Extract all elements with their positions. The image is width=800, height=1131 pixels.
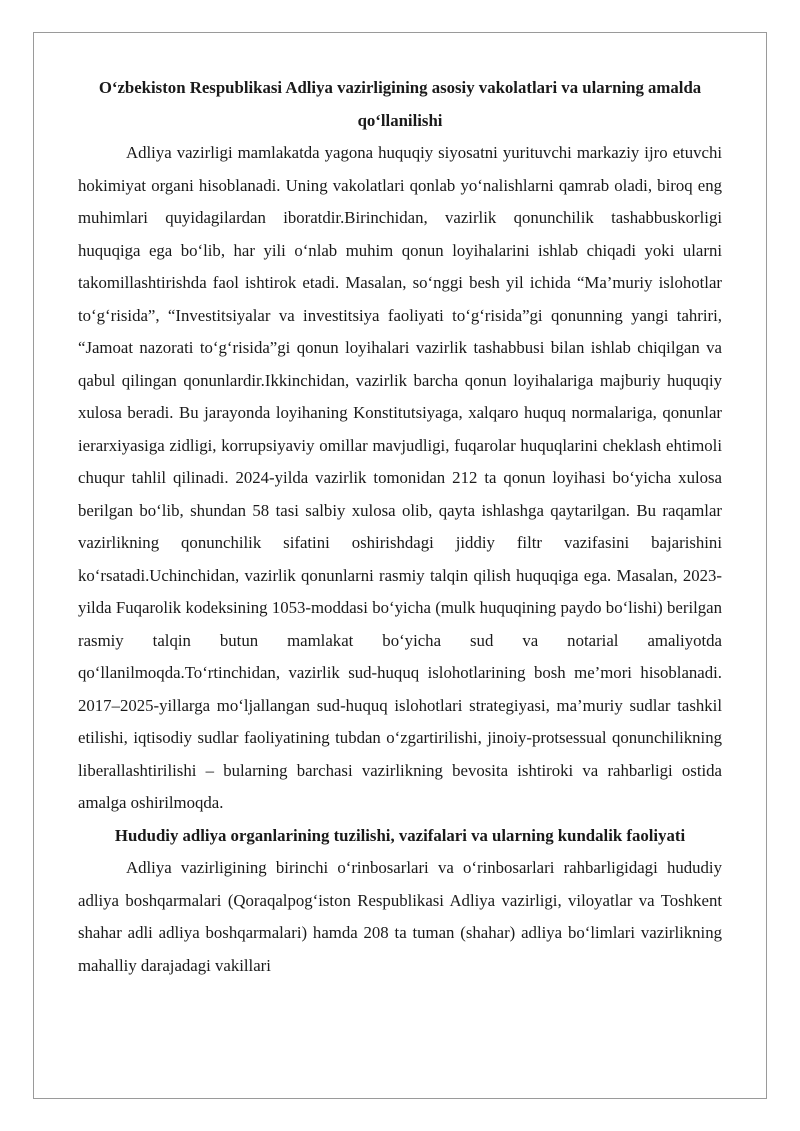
document-title: O‘zbekiston Respublikasi Adliya vazirligining asosiy vakolatlari va ularning amalda qo‘llanilishi xyxy=(98,78,702,130)
document-body xyxy=(78,72,722,982)
paragraph-powers: Adliya vazirligi mamlakatda yagona huquqiy siyosatni yurituvchi markaziy ijro etuvchi hokimiyat organi hisoblanadi. Uning vakolatlari qonlab yo‘nalishlarni qamrab oladi, biroq eng muhimlari quyidagilardan iboratdir.Birinchidan, vazirlik qonunchilik tashabbuskorligi huquqiga ega bo‘lib, har yili o‘nlab muhim qonun loyihalarini ishlab chiqadi yoki ularni takomillashtirishda faol ishtirok etadi. Masalan, so‘nggi besh yil ichida “Ma’muriy islohotlar to‘g‘risida”, “Investitsiyalar va investitsiya faoliyati to‘g‘risida”gi qonunning yangi tahriri, “Jamoat nazorati to‘g‘risida”gi qonun loyihalari vazirlik tashabbusi bilan ishlab chiqilgan va qabul qilingan qonunlardir.Ikkinchidan, vazirlik barcha qonun loyihalariga majburiy huquqiy xulosa beradi. Bu jarayonda loyihaning Konstitutsiyaga, xalqaro huquq normalariga, qonunlar ierarxiyasiga zidligi, korrupsiyaviy omillar mavjudligi, fuqarolar huquqlarini cheklash ehtimoli chuqur tahlil qilinadi. 2024-yilda vazirlik tomonidan 212 ta qonun loyihasi bo‘yicha xulosa berilgan bo‘lib, shundan 58 tasi salbiy xulosa olib, qayta ishlashga qaytarilgan. Bu raqamlar vazirlikning qonunchilik sifatini oshirishdagi jiddiy filtr vazifasini bajarishini ko‘rsatadi.Uchinchidan, vazirlik qonunlarni rasmiy talqin qilish huquqiga ega. Masalan, 2023-yilda Fuqarolik kodeksining 1053-moddasi bo‘yicha (mulk huquqining paydo bo‘lishi) berilgan rasmiy talqin butun mamlakat bo‘yicha sud va notarial amaliyotda qo‘llanilmoqda.To‘rtinchidan, vazirlik sud-huquq islohotlarining bosh me’mori hisoblanadi. 2017–2025-yillarga mo‘ljallangan sud-huquq islohotlari strategiyasi, ma’muriy sudlar tashkil etilishi, iqtisodiy sudlar faoliyatining tubdan o‘zgartirilishi, jinoiy-protsessual qonunchilikning liberallashtirilishi – bularning barchasi vazirlikning bevosita ishtiroki va rahbarligi ostida amalga oshirilmoqda. xyxy=(78,143,722,812)
paragraph-territorial: Adliya vazirligining birinchi o‘rinbosarlari va o‘rinbosarlari rahbarligidagi hududiy adliya boshqarmalari (Qoraqalpog‘iston Respublikasi Adliya vazirligi, viloyatlar va Toshkent shahar adli adliya boshqarmalari) hamda 208 ta tuman (shahar) adliya bo‘limlari vazirlikning mahalliy darajadagi vakillari xyxy=(78,858,722,975)
section-subtitle: Hududiy adliya organlarining tuzilishi, vazifalari va ularning kundalik faoliyati xyxy=(114,825,686,845)
